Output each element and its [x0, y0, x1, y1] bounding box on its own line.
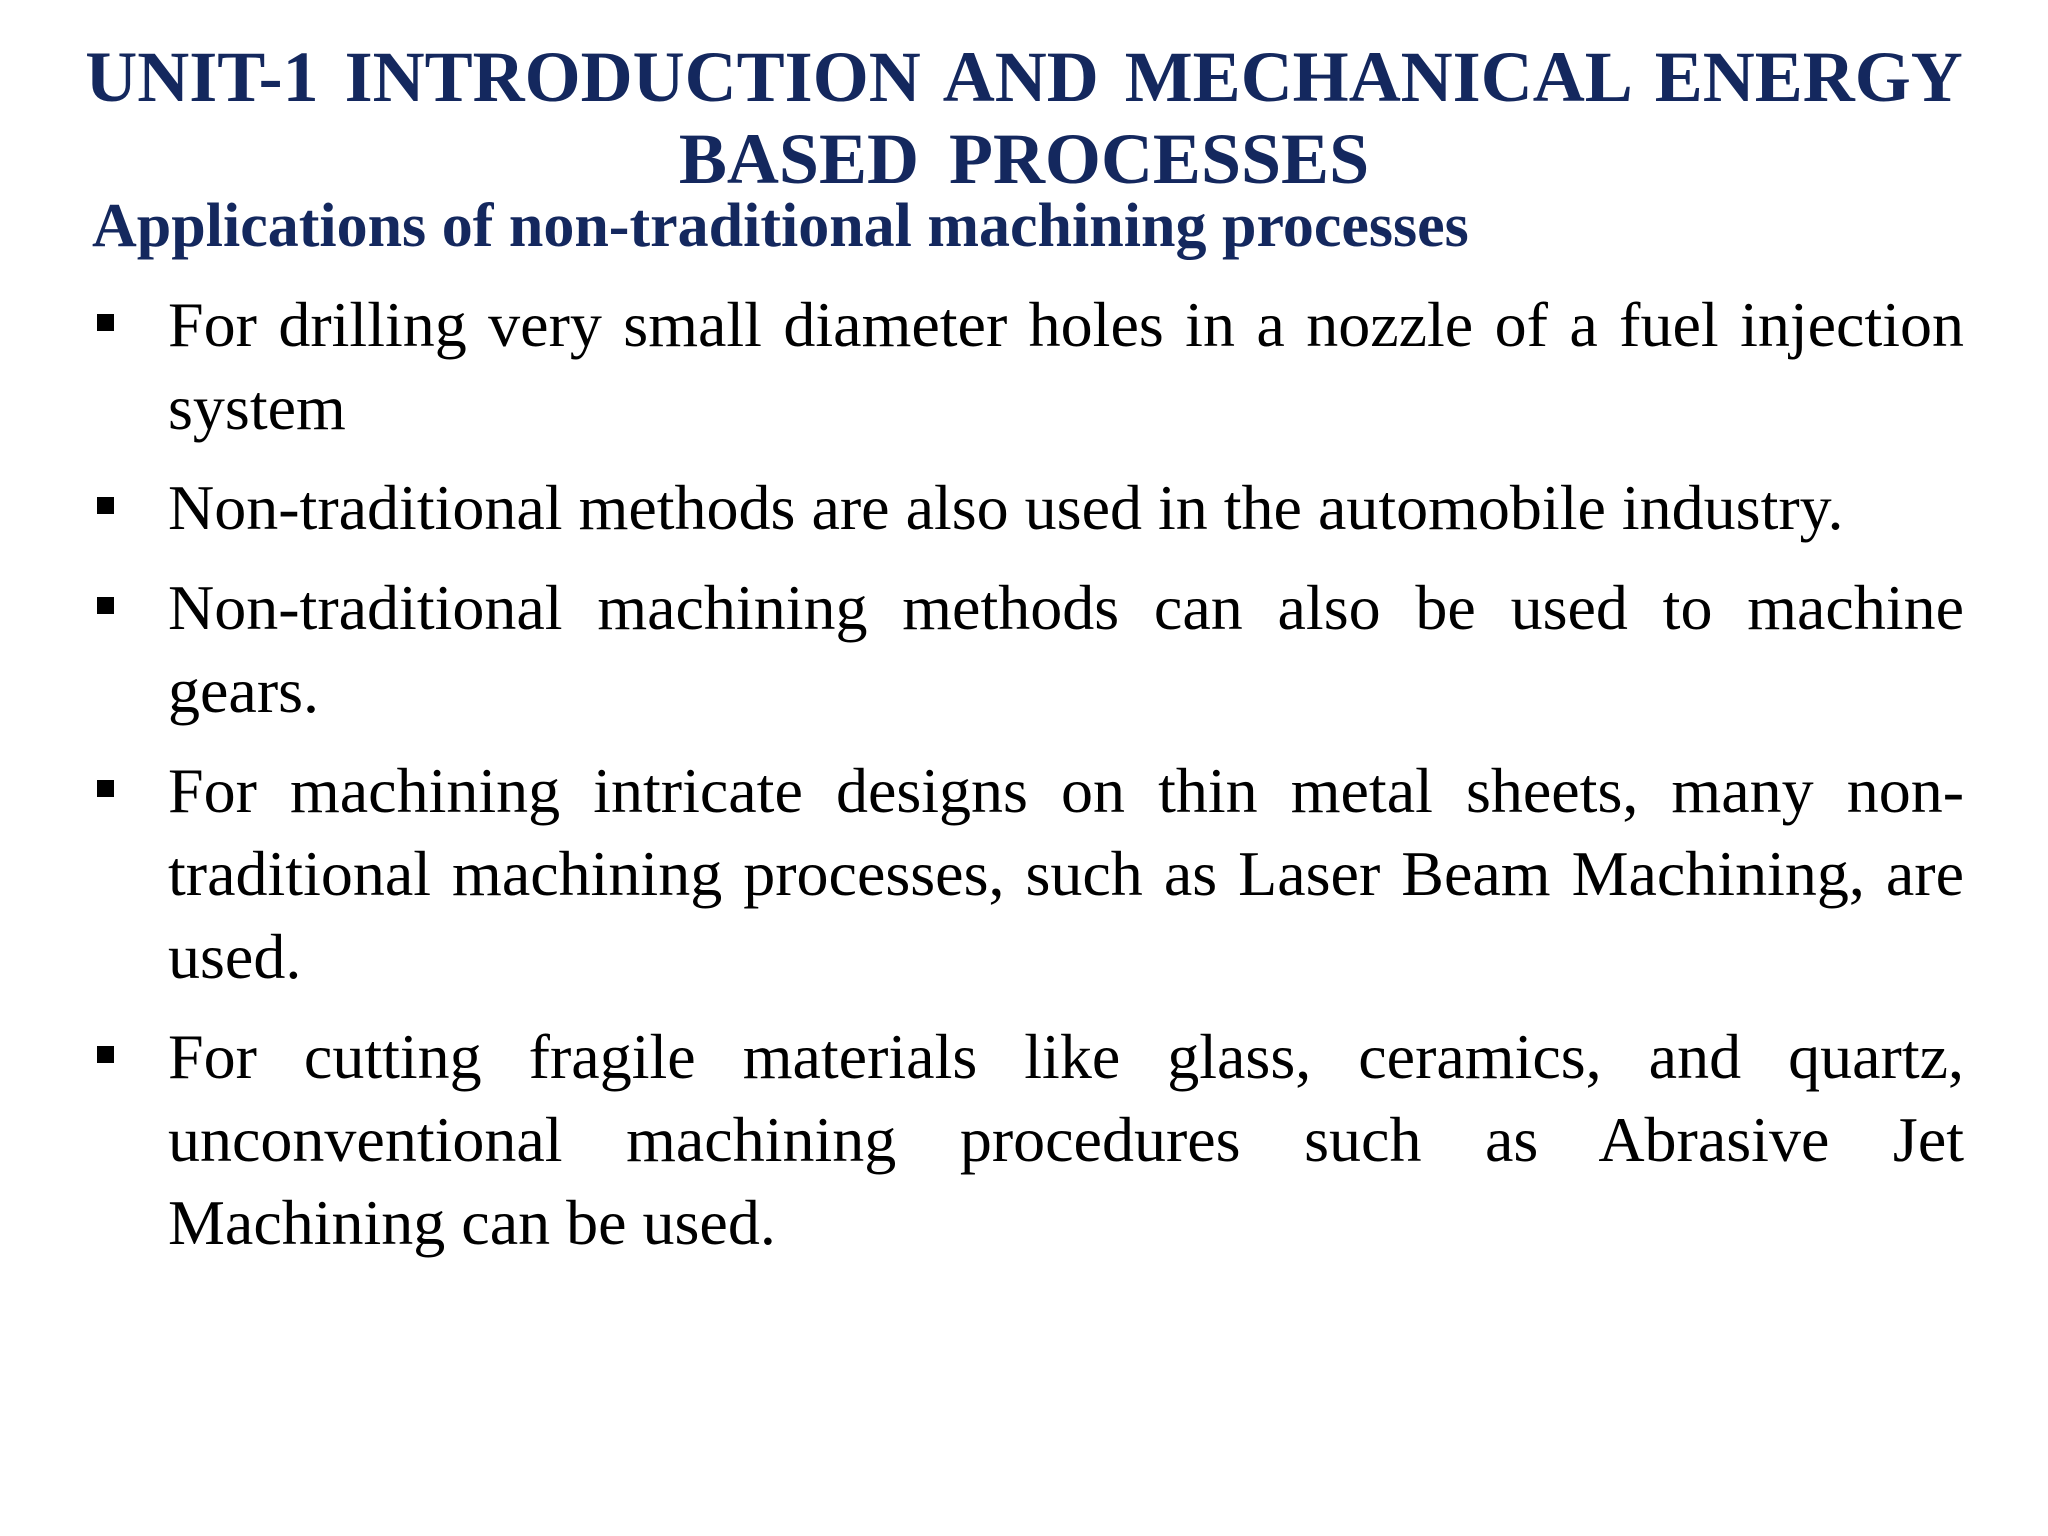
bullet-list — [0, 283, 2048, 1281]
list-item-text: For machining intricate designs on thin metal sheets, many non-traditional machining processes, such as Laser Beam Machining, are used. — [168, 755, 1964, 992]
list-item-text: For cutting fragile materials like glass, ceramics, and quartz, unconventional machining procedures such as Abrasive Jet Machining can be used. — [168, 1021, 1964, 1258]
list-item — [0, 466, 2048, 549]
list-item-text: For drilling very small diameter holes in a nozzle of a fuel injection system — [168, 289, 1964, 443]
list-item — [0, 566, 2048, 732]
slide-title-line-1: UNIT-1 INTRODUCTION AND MECHANICAL ENERGY — [85, 37, 1963, 117]
list-item-text: Non-traditional machining methods can also be used to machine gears. — [168, 572, 1964, 726]
list-item — [0, 1015, 2048, 1264]
square-bullet-icon — [97, 597, 114, 614]
slide-title — [0, 36, 2048, 200]
list-item — [0, 749, 2048, 998]
list-item — [0, 283, 2048, 449]
slide-title-line-2: BASED PROCESSES — [678, 119, 1370, 199]
square-bullet-icon — [97, 780, 114, 797]
square-bullet-icon — [97, 497, 114, 514]
section-heading: Applications of non-traditional machining processes — [92, 192, 1469, 260]
list-item-text: Non-traditional methods are also used in the automobile industry. — [168, 472, 1844, 543]
square-bullet-icon — [97, 1046, 114, 1063]
square-bullet-icon — [97, 314, 114, 331]
